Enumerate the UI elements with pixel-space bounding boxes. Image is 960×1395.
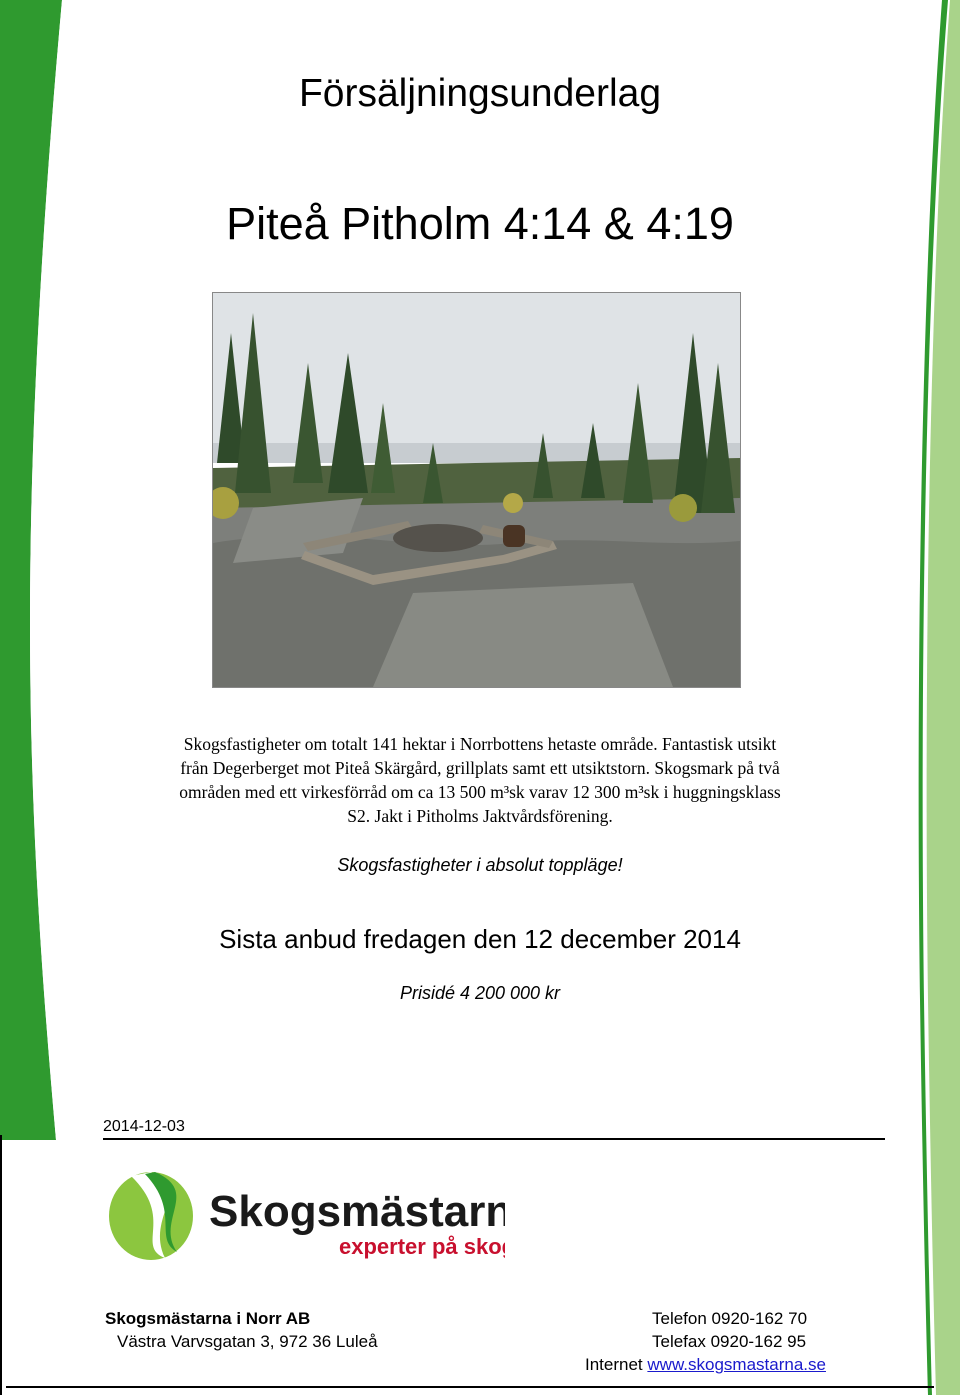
property-description xyxy=(118,732,842,828)
document-title: Försäljningsunderlag xyxy=(298,72,662,115)
bid-deadline: Sista anbud fredagen den 12 december 2014 xyxy=(219,924,741,954)
document-date: 2014-12-03 xyxy=(103,1118,185,1135)
footer-phone: Telefon 0920-162 70 xyxy=(652,1309,808,1328)
property-name: Piteå Pitholm 4:14 & 4:19 xyxy=(226,198,734,249)
divider xyxy=(103,1138,885,1140)
logo-mark-icon xyxy=(105,1168,505,1264)
description-line: Skogsfastigheter om totalt 141 hektar i Norrbottens hetaste område. Fantastisk utsikt xyxy=(183,734,777,754)
company-logo xyxy=(105,1168,505,1264)
logo-slogan: experter på skog xyxy=(339,1234,505,1259)
tagline: Skogsfastigheter i absolut toppläge! xyxy=(337,855,623,875)
property-photo xyxy=(212,292,741,688)
description-line: områden med ett virkesförråd om ca 13 500 m³sk varav 12 300 m³sk i huggningsklass xyxy=(179,782,781,802)
left-green-swoosh xyxy=(0,0,80,1140)
price-idea: Prisidé 4 200 000 kr xyxy=(399,983,561,1003)
footer-company: Skogsmästarna i Norr AB xyxy=(105,1309,311,1328)
website-link[interactable]: www.skogsmastarna.se xyxy=(647,1355,826,1374)
landscape-photo-illustration xyxy=(213,293,740,687)
description-line: från Degerberget mot Piteå Skärgård, grillplats samt ett utsiktstorn. Skogsmark på två xyxy=(180,758,780,778)
logo-name: Skogsmästarna xyxy=(209,1187,505,1236)
footer-address: Västra Varvsgatan 3, 972 36 Luleå xyxy=(117,1332,378,1351)
internet-label: Internet xyxy=(585,1355,643,1374)
description-line: S2. Jakt i Pitholms Jaktvårdsförening. xyxy=(347,806,613,826)
footer-internet xyxy=(585,1353,826,1377)
left-frame-line xyxy=(0,1135,8,1395)
bottom-frame-line xyxy=(6,1386,934,1388)
footer-fax: Telefax 0920-162 95 xyxy=(652,1332,807,1351)
